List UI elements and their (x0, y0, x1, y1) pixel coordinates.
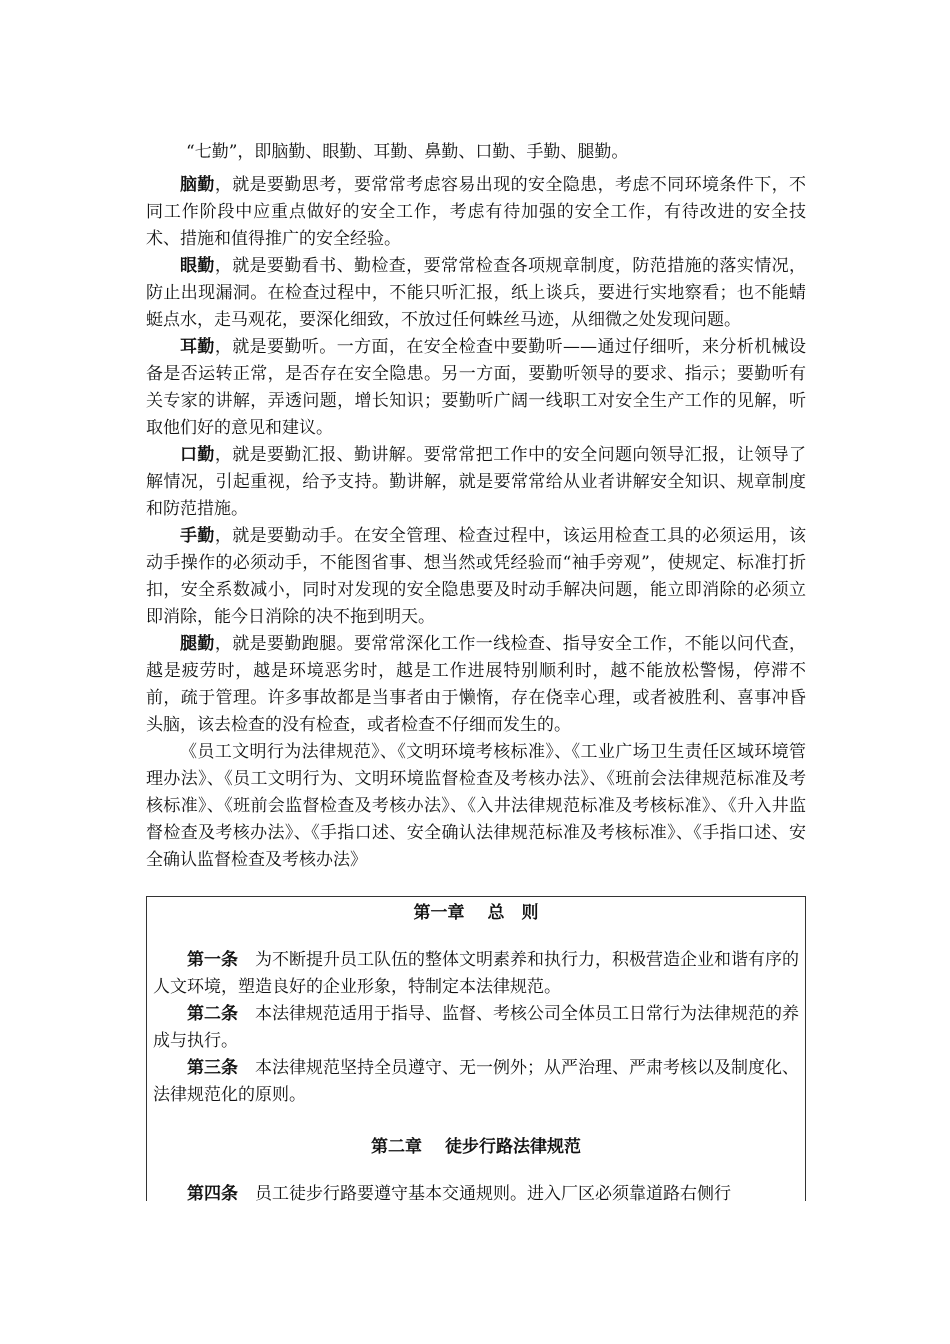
article-key: 第四条 (187, 1184, 238, 1201)
article-text: 本法律规范坚持全员遵守、无一例外；从严治理、严肃考核以及制度化、法律规范化的原则。 (153, 1058, 799, 1105)
paragraph-eye (146, 253, 806, 334)
article-text: 员工徒步行路要遵守基本交通规则。进入厂区必须靠道路右侧行 (238, 1184, 731, 1201)
paragraph-key: 腿勤 (180, 634, 215, 654)
paragraph-brain (146, 172, 806, 253)
document-body (146, 138, 806, 874)
paragraph-leg (146, 631, 806, 739)
article-key: 第三条 (187, 1058, 238, 1078)
article-key: 第二条 (187, 1004, 238, 1024)
paragraph-text: ，就是要勤思考，要常常考虑容易出现的安全隐患，考虑不同环境条件下，不同工作阶段中应重点做好的安全工作，考虑有待加强的安全工作，有待改进的安全技术、措施和值得推广的安全经验。 (146, 175, 807, 249)
paragraph-ear (146, 334, 806, 442)
paragraph-key: 耳勤 (180, 337, 215, 357)
article-one (153, 947, 799, 1001)
chapter-one-title: 第一章 总 则 (413, 903, 539, 923)
paragraph-key: 口勤 (180, 445, 215, 465)
intro-line: “七勤”，即脑勤、眼勤、耳勤、鼻勤、口勤、手勤、腿勤。 (186, 142, 629, 162)
paragraph-key: 眼勤 (180, 256, 215, 276)
spacer (153, 927, 799, 947)
paragraph-text: 《员工文明行为法律规范》、《文明环境考核标准》、《工业广场卫生责任区域环境管理办法》、《员工文明行为、文明环境监督检查及考核办法》、《班前会法律规范标准及考核标准》、《班前会监督检查及考核办法》、《入井法律规范标准及考核标准》、《升入井监督检查及考核办法》、《手指口述、安全确认法律规范标准及考核标准》、《手指口述、安全确认监督检查及考核办法》 (146, 742, 806, 870)
paragraph-document-list (146, 739, 806, 874)
paragraph-mouth (146, 442, 806, 523)
spacer (153, 1161, 799, 1181)
paragraph-text: ，就是要勤跑腿。要常常深化工作一线检查、指导安全工作，不能以问代查，越是疲劳时，越是环境恶劣时，越是工作进展特别顺利时，越不能放松警惕，停滞不前，疏于管理。许多事故都是当事者由于懒惰，存在侥幸心理，或者被胜利、喜事冲昏头脑，该去检查的没有检查，或者检查不仔细而发生的。 (146, 634, 807, 735)
regulation-box (146, 896, 806, 1201)
article-two (153, 1001, 799, 1055)
paragraph-text: ，就是要勤动手。在安全管理、检查过程中，该运用检查工具的必须运用，该动手操作的必须动手，不能图省事、想当然或凭经验而“袖手旁观”，使规定、标准打折扣，安全系数减小，同时对发现的安全隐患要及时动手解决问题，能立即消除的必须立即消除，能今日消除的决不拖到明天。 (146, 526, 807, 627)
chapter-two-title: 第二章 徒步行路法律规范 (371, 1137, 581, 1157)
paragraph-hand (146, 523, 806, 631)
paragraph-text: ，就是要勤看书、勤检查，要常常检查各项规章制度，防范措施的落实情况，防止出现漏洞。在检查过程中，不能只听汇报，纸上谈兵，要进行实地察看；也不能蜻蜓点水，走马观花，要深化细致，不放过任何蛛丝马迹，从细微之处发现问题。 (146, 256, 807, 330)
article-text: 为不断提升员工队伍的整体文明素养和执行力，积极营造企业和谐有序的人文环境，塑造良好的企业形象，特制定本法律规范。 (153, 950, 799, 997)
article-text: 本法律规范适用于指导、监督、考核公司全体员工日常行为法律规范的养成与执行。 (153, 1004, 799, 1051)
article-four (153, 1181, 799, 1201)
article-key: 第一条 (187, 950, 238, 970)
article-three (153, 1055, 799, 1109)
paragraph-key: 手勤 (180, 526, 215, 546)
paragraph-text: ，就是要勤听。一方面，在安全检查中要勤听——通过仔细听，来分析机械设备是否运转正常，是否存在安全隐患。另一方面，要勤听领导的要求、指示；要勤听有关专家的讲解，弄透问题，增长知识；要勤听广阔一线职工对安全生产工作的见解，听取他们好的意见和建议。 (146, 337, 807, 438)
paragraph-text: ，就是要勤汇报、勤讲解。要常常把工作中的安全问题向领导汇报，让领导了解情况，引起重视，给予支持。勤讲解，就是要常常给从业者讲解安全知识、规章制度和防范措施。 (146, 445, 807, 519)
paragraph-key: 脑勤 (180, 175, 215, 195)
